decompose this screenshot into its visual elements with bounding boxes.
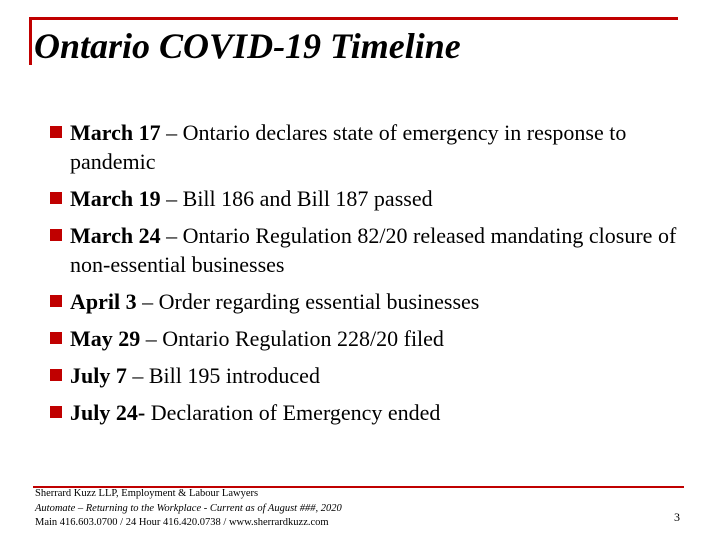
timeline-date: March 24 <box>70 223 161 248</box>
timeline-date: March 19 <box>70 186 161 211</box>
timeline-item <box>50 184 690 213</box>
timeline-item <box>50 118 690 176</box>
timeline-text: – Ontario Regulation 228/20 filed <box>140 326 444 351</box>
timeline-text: – Ontario Regulation 82/20 released mandating closure of non-essential businesses <box>70 223 677 277</box>
footer-firm: Sherrard Kuzz LLP, Employment & Labour Lawyers <box>35 488 259 499</box>
square-bullet-icon <box>50 295 62 307</box>
timeline-item <box>50 324 690 353</box>
square-bullet-icon <box>50 332 62 344</box>
square-bullet-icon <box>50 229 62 241</box>
timeline-text: – Bill 186 and Bill 187 passed <box>160 186 433 211</box>
square-bullet-icon <box>50 406 62 418</box>
timeline-date: March 17 <box>70 120 161 145</box>
timeline-text: – Order regarding essential businesses <box>136 289 480 314</box>
timeline-text: – Ontario declares state of emergency in response to pandemic <box>70 120 627 174</box>
footer-subtitle: Automate – Returning to the Workplace - Current as of August ###, 2020 <box>35 502 342 514</box>
slide-title: Ontario COVID-19 Timeline <box>34 26 461 66</box>
timeline-date: July 24- <box>70 400 146 425</box>
timeline-text: – Bill 195 introduced <box>126 363 320 388</box>
timeline-date: May 29 <box>70 326 141 351</box>
timeline-item <box>50 221 690 279</box>
timeline-date: July 7 <box>70 363 127 388</box>
timeline-item <box>50 361 690 390</box>
footer-contact: Main 416.603.0700 / 24 Hour 416.420.0738 / www.sherrardkuzz.com <box>35 517 329 528</box>
timeline-list <box>50 118 690 435</box>
timeline-item <box>50 287 690 316</box>
page-number: 3 <box>674 510 680 524</box>
footer <box>35 487 342 531</box>
timeline-text: Declaration of Emergency ended <box>145 400 441 425</box>
timeline-item <box>50 398 690 427</box>
square-bullet-icon <box>50 192 62 204</box>
square-bullet-icon <box>50 369 62 381</box>
square-bullet-icon <box>50 126 62 138</box>
timeline-date: April 3 <box>70 289 137 314</box>
